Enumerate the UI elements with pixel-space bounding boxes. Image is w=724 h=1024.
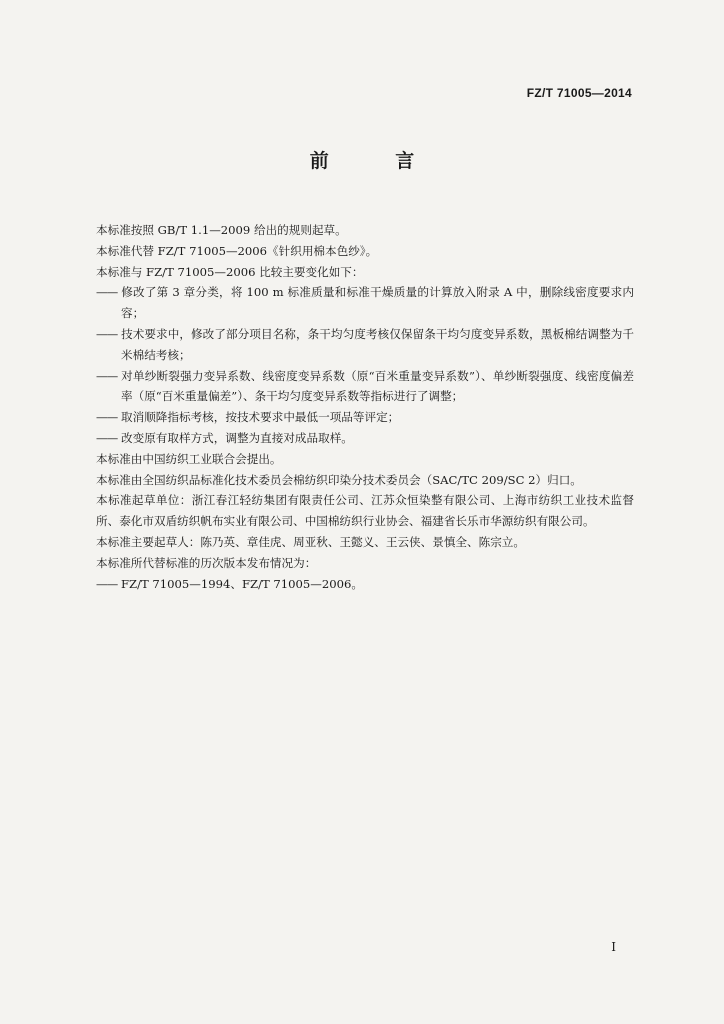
- dash-marker: ——: [96, 285, 118, 300]
- dash-marker: ——: [96, 576, 118, 591]
- change-item: [96, 407, 634, 428]
- change-item-text: 对单纱断裂强力变异系数、线密度变异系数（原“百米重量变异系数”）、单纱断裂强度、线密度偏差率（原“百米重量偏差”）、条干均匀度变异系数等指标进行了调整；: [121, 368, 634, 404]
- page-title: 前 言: [309, 150, 445, 172]
- history-item-text: FZ/T 71005—1994、FZ/T 71005—2006。: [121, 576, 363, 591]
- foreword-paragraph: 本标准主要起草人：陈乃英、章佳虎、周亚秋、王懿义、王云侠、景慎全、陈宗立。: [96, 534, 525, 549]
- change-item-text: 改变原有取样方式，调整为直接对成品取样。: [121, 430, 353, 445]
- dash-marker: ——: [96, 326, 118, 341]
- foreword-paragraph: 本标准与 FZ/T 71005—2006 比较主要变化如下：: [96, 264, 364, 279]
- change-item: [96, 282, 634, 324]
- change-item: [96, 428, 634, 449]
- dash-marker: ——: [96, 430, 118, 445]
- foreword-paragraph: 本标准由中国纺织工业联合会提出。: [96, 451, 282, 466]
- standard-number: FZ/T 71005—2014: [526, 86, 632, 100]
- foreword-paragraph: 本标准所代替标准的历次版本发布情况为：: [96, 555, 317, 570]
- foreword-paragraph: 本标准起草单位：浙江春江轻纺集团有限责任公司、江苏众恒染整有限公司、上海市纺织工业技术监督所、泰化市双盾纺织帆布实业有限公司、中国棉纺织行业协会、福建省长乐市华源纺织有限公司。: [96, 493, 634, 529]
- change-item-text: 技术要求中，修改了部分项目名称，条干均匀度考核仅保留条干均匀度变异系数，黑板棉结调整为千米棉结考核；: [121, 326, 634, 362]
- change-item: [96, 366, 634, 408]
- foreword-paragraph: 本标准由全国纺织品标准化技术委员会棉纺织印染分技术委员会（SAC/TC 209/SC 2）归口。: [96, 472, 582, 487]
- page-number: I: [611, 940, 616, 954]
- dash-marker: ——: [96, 368, 118, 383]
- change-item-text: 修改了第 3 章分类，将 100 m 标准质量和标准干燥质量的计算放入附录 A 中，删除线密度要求内容；: [121, 285, 634, 321]
- dash-marker: ——: [96, 410, 118, 425]
- change-item: [96, 324, 634, 366]
- history-item: [96, 574, 634, 595]
- foreword-paragraph: 本标准代替 FZ/T 71005—2006《针织用棉本色纱》。: [96, 243, 378, 258]
- foreword-paragraph: 本标准按照 GB/T 1.1—2009 给出的规则起草。: [96, 223, 347, 237]
- foreword-body: [96, 220, 634, 594]
- change-item-text: 取消顺降指标考核，按技术要求中最低一项品等评定；: [121, 410, 400, 425]
